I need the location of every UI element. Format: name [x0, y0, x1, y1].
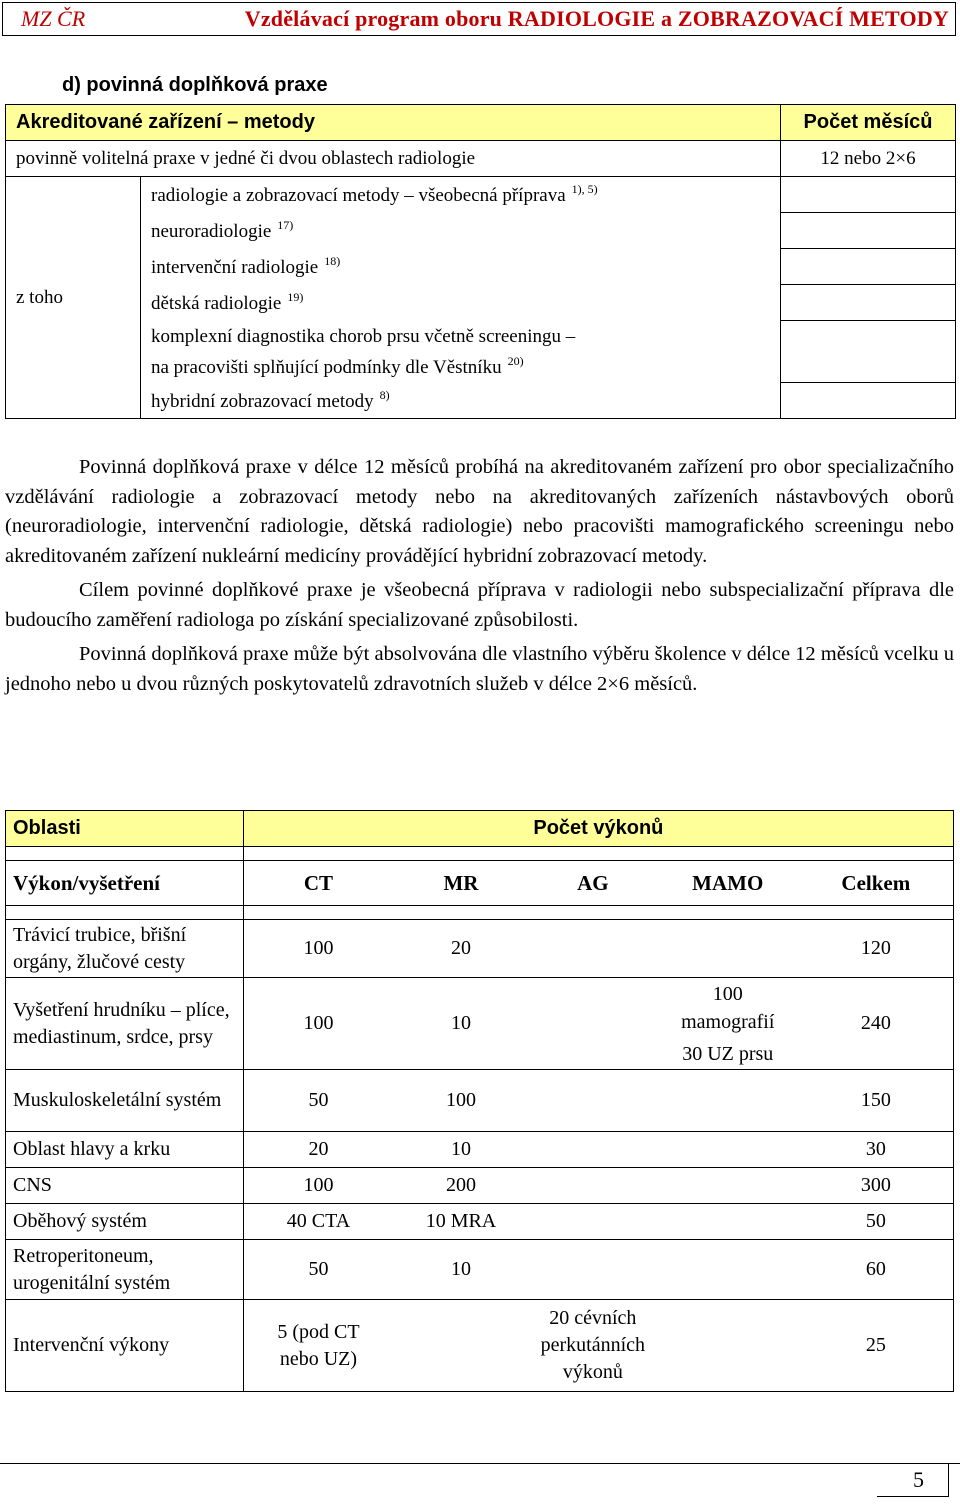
- acc-main-value: 12 nebo 2×6: [781, 141, 956, 177]
- page-number: 5: [877, 1463, 949, 1497]
- header-ministry: MZ ČR: [21, 6, 86, 31]
- acc-item: intervenční radiologie $^{18)}$: [141, 249, 781, 285]
- section-title: d) povinná doplňková praxe: [62, 74, 328, 96]
- col-header-total: Celkem: [799, 861, 954, 906]
- acc-item: neuroradiologie $^{17)}$: [141, 213, 781, 249]
- header-title: Vzdělávací program oboru RADIOLOGIE a ZOBRAZOVACÍ METODY: [244, 6, 949, 31]
- col-header-ct: CT: [243, 861, 393, 906]
- table-row: Muskuloskeletální systém 50 100 150: [6, 1070, 954, 1132]
- acc-main-label: povinně volitelná praxe v jedné či dvou oblastech radiologie: [6, 141, 781, 177]
- col-header-ag: AG: [529, 861, 657, 906]
- acc-group-label: z toho: [6, 177, 141, 419]
- table-row: Oběhový systém 40 CTA 10 MRA 50: [6, 1204, 954, 1240]
- procedure-counts-table: [5, 810, 954, 1392]
- acc-item: hybridní zobrazovací metody $^{8)}$: [141, 383, 781, 419]
- paragraph: Povinná doplňková praxe může být absolvována dle vlastního výběru školence v délce 12 měsíců vcelku u jednoho nebo u dvou různých poskytovatelů zdravotních služeb v délce 2×6 měsíců.: [5, 643, 955, 695]
- page-header: [2, 2, 956, 36]
- footer-line: [0, 1463, 960, 1464]
- paragraph: Cílem povinné doplňkové praxe je všeobecná příprava v radiologii nebo subspecializační příprava dle budoucího zaměření radiologa po získání specializované způsobilosti.: [5, 579, 954, 631]
- counts-header-counts: Počet výkonů: [243, 811, 953, 847]
- counts-header-areas: Oblasti: [6, 811, 244, 847]
- acc-item: dětská radiologie $^{19)}$: [141, 285, 781, 321]
- table-row: Oblast hlavy a krku 20 10 30: [6, 1132, 954, 1168]
- body-text: [5, 453, 954, 699]
- table-row: Vyšetření hrudníku – plíce, mediastinum, srdce, prsy 100 10 100 mamografií 30 UZ prsu 240: [6, 978, 954, 1070]
- acc-header-months: Počet měsíců: [781, 105, 956, 141]
- table-row: Retroperitoneum, urogenitální systém 50 10 60: [6, 1240, 954, 1300]
- col-header-mamo: MAMO: [657, 861, 799, 906]
- paragraph: Povinná doplňková praxe v délce 12 měsíců probíhá na akreditovaném zařízení pro obor specializačního vzdělávání radiologie a zobrazovací metody nebo na akreditovaných zařízeních nástavbových oborů (neuroradiologie, intervenční radiologie, dětská radiologie) nebo pracovišti mamografického screeningu nebo akreditovaném zařízení nukleární medicíny provádějící hybridní zobrazovací metody.: [5, 456, 954, 567]
- table-row: Intervenční výkony 5 (pod CT nebo UZ) 20 cévních perkutánních výkonů 25: [6, 1300, 954, 1392]
- acc-item: radiologie a zobrazovací metody – všeobecná příprava $^{1), 5)}$: [141, 177, 781, 213]
- table-row: CNS 100 200 300: [6, 1168, 954, 1204]
- acc-header-facility: Akreditované zařízení – metody: [6, 105, 781, 141]
- accreditation-table: [5, 104, 956, 419]
- col-header-mr: MR: [393, 861, 529, 906]
- table-row: Trávicí trubice, břišní orgány, žlučové cesty 100 20 120: [6, 920, 954, 978]
- acc-item: komplexní diagnostika chorob prsu včetně screeningu – na pracovišti splňující podmínky dle Věstníku $^{20)}$: [141, 321, 781, 383]
- col-header-procedure: Výkon/vyšetření: [6, 861, 244, 906]
